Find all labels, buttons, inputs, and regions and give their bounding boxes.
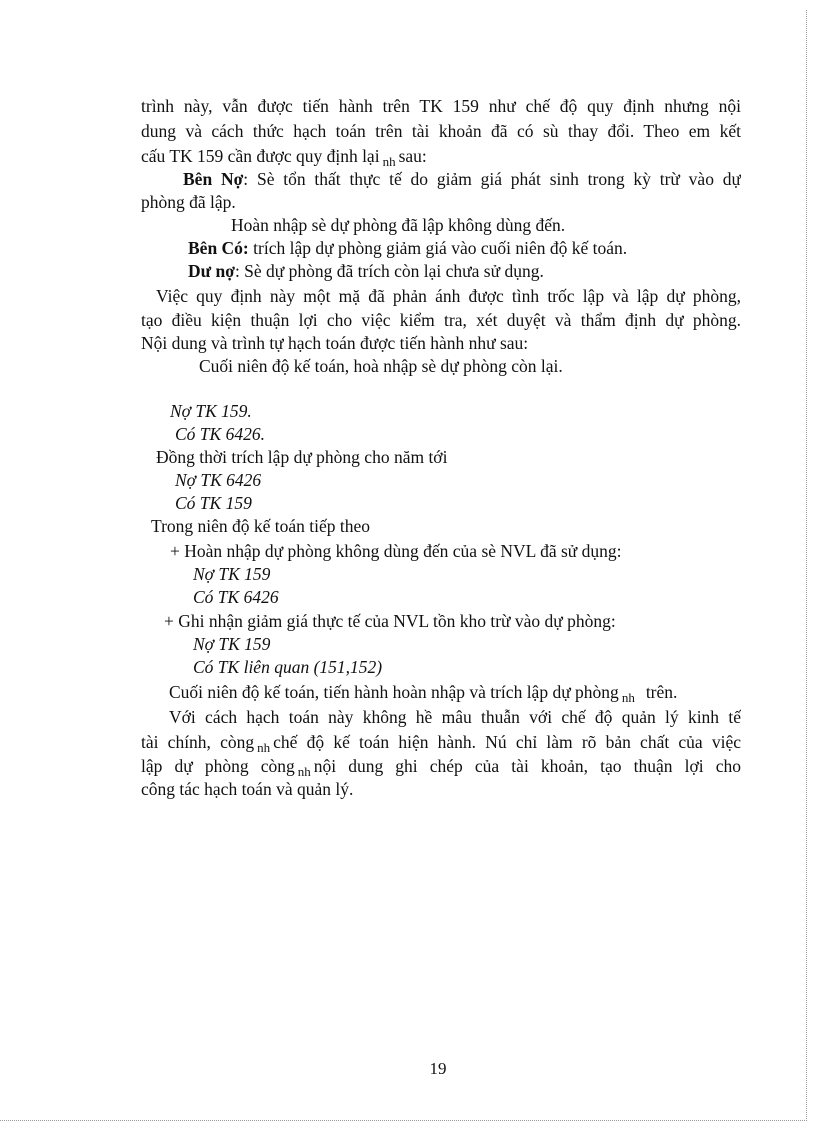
paragraph-line xyxy=(141,145,427,169)
journal-entry xyxy=(175,492,252,514)
paragraph-line: công tác hạch toán và quản lý. xyxy=(141,779,354,799)
page-number: 19 xyxy=(429,1059,447,1078)
paragraph-line xyxy=(141,755,741,777)
journal-entry xyxy=(170,400,252,422)
bullet-line: + Hoàn nhập dự phòng không dùng đến của sè NVL đã sử dụng: xyxy=(170,541,622,561)
journal-entry xyxy=(193,656,382,678)
text: Có TK 6426 xyxy=(193,587,279,607)
subscript-text: nh xyxy=(297,764,311,777)
subscript-text: nh xyxy=(621,690,635,705)
paragraph-line: trình này, vẫn được tiến hành trên TK 159 như chế độ quy định nhưng nội xyxy=(141,96,741,116)
text: Có TK 159 xyxy=(175,493,252,513)
text: tài chính, còng xyxy=(141,732,255,752)
text: Cuối niên độ kế toán, tiến hành hoàn nhập và trích lập dự phòng xyxy=(169,682,619,702)
journal-entry xyxy=(193,563,270,585)
text: lập dự phòng còng xyxy=(141,756,295,776)
subscript-text: nh xyxy=(257,740,271,753)
text: trích lập dự phòng giảm giá vào cuối niên độ kế toán. xyxy=(248,238,628,258)
paragraph-line: phòng đã lập. xyxy=(141,192,236,212)
text: Nợ TK 159. xyxy=(170,401,252,421)
text: Có TK liên quan (151,152) xyxy=(193,657,383,677)
debit-side-line xyxy=(183,168,741,190)
journal-entry xyxy=(175,423,265,445)
balance-label: Dư nợ xyxy=(188,261,235,281)
paragraph-line: Trong niên độ kế toán tiếp theo xyxy=(151,516,371,536)
credit-side-label: Bên Có: xyxy=(188,238,249,258)
paragraph-line: Với cách hạch toán này không hề mâu thuẫn với chế độ quản lý kinh tế xyxy=(169,707,741,727)
text: : Sè tổn thất thực tế do giảm giá phát sinh trong kỳ trừ vào dự xyxy=(243,169,741,189)
text: trên. xyxy=(645,682,678,702)
journal-entry xyxy=(175,469,261,491)
debit-side-label: Bên Nợ xyxy=(183,169,244,189)
bullet-line: + Ghi nhận giảm giá thực tế của NVL tồn kho trừ vào dự phòng: xyxy=(164,611,616,631)
paragraph-line: tạo điều kiện thuận lợi cho việc kiểm tra, xét duyệt và thẩm định dự phòng. xyxy=(141,310,741,330)
text: chế độ kế toán hiện hành. Nú chỉ làm rõ bản chất của việc xyxy=(273,732,741,752)
balance-line xyxy=(188,260,544,282)
text: cấu TK 159 cần được quy định lại xyxy=(141,146,380,166)
paragraph-line: Cuối niên độ kế toán, hoà nhập sè dự phòng còn lại. xyxy=(199,356,563,376)
paragraph-line: Việc quy định này một mặ đã phản ánh được tình trốc lập và lập dự phòng, xyxy=(156,286,741,306)
paragraph-line xyxy=(169,681,677,705)
paragraph-line: Đồng thời trích lập dự phòng cho năm tới xyxy=(156,447,448,467)
paragraph-line: Hoàn nhập sè dự phòng đã lập không dùng đến. xyxy=(231,215,566,235)
credit-side-line xyxy=(188,237,627,259)
journal-entry xyxy=(193,633,270,655)
text: sau: xyxy=(398,146,427,166)
paragraph-line: Nội dung và trình tự hạch toán được tiến hành như sau: xyxy=(141,333,529,353)
text: Nợ TK 6426 xyxy=(175,470,262,490)
paragraph-line: dung và cách thức hạch toán trên tài khoản đã có sù thay đổi. Theo em kết xyxy=(141,121,741,141)
paragraph-line xyxy=(141,731,741,753)
text: Có TK 6426. xyxy=(175,424,265,444)
text: Nợ TK 159 xyxy=(193,634,271,654)
journal-entry xyxy=(193,586,279,608)
text: : Sè dự phòng đã trích còn lại chưa sử dụng. xyxy=(234,261,544,281)
text: Nợ TK 159 xyxy=(193,564,271,584)
subscript-text: nh xyxy=(382,154,396,169)
text: nội dung ghi chép của tài khoản, tạo thuận lợi cho xyxy=(313,756,741,776)
